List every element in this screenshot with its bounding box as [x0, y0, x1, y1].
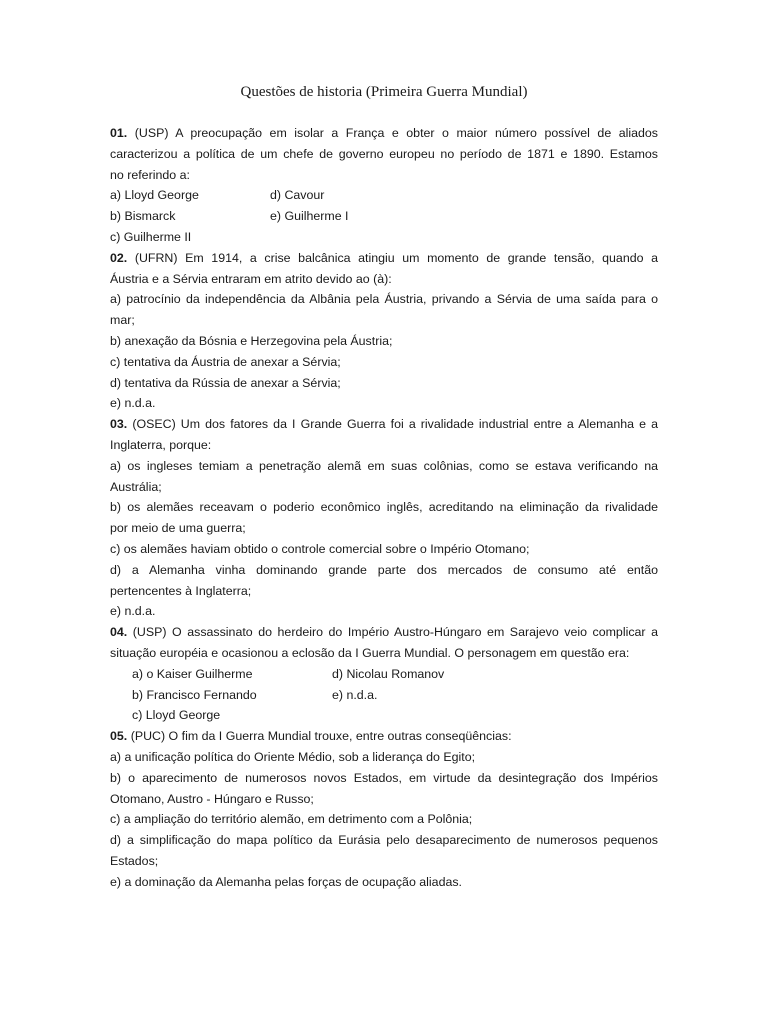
q2-number: 02.: [110, 250, 128, 265]
q5-stem-line: 05. (PUC) O fim da I Guerra Mundial trouxe, entre outras conseqüências:: [110, 729, 512, 744]
q4-stem-line: situação européia e ocasionou a eclosão da I Guerra Mundial. O personagem em questão era:: [110, 645, 630, 660]
q3-option-b-cont: por meio de uma guerra;: [110, 521, 246, 536]
q2-option-a: a) patrocínio da independência da Albânia pela Áustria, privando a Sérvia de uma saída para o: [110, 292, 658, 307]
q1-option-c: c) Guilherme II: [110, 229, 192, 244]
q3-option-c: c) os alemães haviam obtido o controle comercial sobre o Império Otomano;: [110, 541, 530, 556]
q1-stem-line: no referindo a:: [110, 167, 190, 182]
q5-option-b-cont: Otomano, Austro - Húngaro e Russo;: [110, 791, 314, 806]
q1-option-row: [110, 227, 658, 248]
q4-option-a: a) o Kaiser Guilherme: [132, 666, 253, 681]
q5-option-d-cont: Estados;: [110, 853, 159, 868]
q4-number: 04.: [110, 625, 128, 640]
q3-option-a-cont: Austrália;: [110, 479, 162, 494]
q3-stem-line: 03. (OSEC) Um dos fatores da I Grande Guerra foi a rivalidade industrial entre a Alemanha e a: [110, 417, 658, 432]
q2-option-a-cont: mar;: [110, 313, 135, 328]
q2-option-d: d) tentativa da Rússia de anexar a Sérvia;: [110, 375, 341, 390]
q5-option-c: c) a ampliação do território alemão, em detrimento com a Polônia;: [110, 812, 473, 827]
q5-option-a: a) a unificação política do Oriente Médio, sob a liderança do Egito;: [110, 749, 476, 764]
q5-option-d: d) a simplificação do mapa político da Eurásia pelo desaparecimento de numerosos pequenos: [110, 833, 658, 848]
q3-option-b: b) os alemães receavam o poderio econômico inglês, acreditando na eliminação da rivalidade: [110, 500, 658, 515]
q3-stem-line: Inglaterra, porque:: [110, 437, 212, 452]
q1-option-b: b) Bismarck: [110, 209, 176, 224]
q4-option-d: d) Nicolau Romanov: [332, 666, 445, 681]
q3-option-d: d) a Alemanha vinha dominando grande parte dos mercados de consumo até então: [110, 562, 658, 577]
q3-option-d-cont: pertencentes à Inglaterra;: [110, 583, 252, 598]
q3-number: 03.: [110, 417, 128, 432]
q4-option-b: b) Francisco Fernando: [132, 687, 257, 702]
q4-option-row: [110, 685, 658, 706]
q1-option-e: e) Guilherme I: [270, 209, 349, 224]
q2-stem-line: Áustria e a Sérvia entraram em atrito devido ao (à):: [110, 271, 392, 286]
q1-option-row: [110, 206, 658, 227]
q1-option-a: a) Lloyd George: [110, 188, 199, 203]
q1-stem-line: 01. (USP) A preocupação em isolar a França e obter o maior número possível de aliados: [110, 126, 658, 140]
q1-option-row: [110, 185, 658, 206]
questions-body: [110, 123, 658, 892]
q4-option-c: c) Lloyd George: [132, 708, 221, 723]
q3-option-e: e) n.d.a.: [110, 604, 156, 619]
q2-option-e: e) n.d.a.: [110, 396, 156, 411]
q5-option-e: e) a dominação da Alemanha pelas forças de ocupação aliadas.: [110, 874, 462, 889]
q2-option-b: b) anexação da Bósnia e Herzegovina pela Áustria;: [110, 333, 393, 348]
q3-option-a: a) os ingleses temiam a penetração alemã em suas colônias, como se estava verificando na: [110, 458, 658, 473]
q1-stem-line: caracterizou a política de um chefe de governo europeu no período de 1871 e 1890. Estamos: [110, 146, 658, 161]
q4-option-row: [110, 664, 658, 685]
q1-option-d: d) Cavour: [270, 188, 325, 203]
q4-stem-line: 04. (USP) O assassinato do herdeiro do Império Austro-Húngaro em Sarajevo veio complicar a: [110, 625, 658, 640]
q5-option-b: b) o aparecimento de numerosos novos Estados, em virtude da desintegração dos Impérios: [110, 770, 658, 785]
q4-option-e: e) n.d.a.: [332, 687, 378, 702]
q2-option-c: c) tentativa da Áustria de anexar a Sérvia;: [110, 354, 341, 369]
document-title: Questões de historia (Primeira Guerra Mundial): [240, 84, 528, 100]
q5-number: 05.: [110, 729, 128, 744]
q2-stem-line: 02. (UFRN) Em 1914, a crise balcânica atingiu um momento de grande tensão, quando a: [110, 250, 658, 265]
q4-option-row: [110, 705, 658, 726]
q1-number: 01.: [110, 126, 128, 140]
